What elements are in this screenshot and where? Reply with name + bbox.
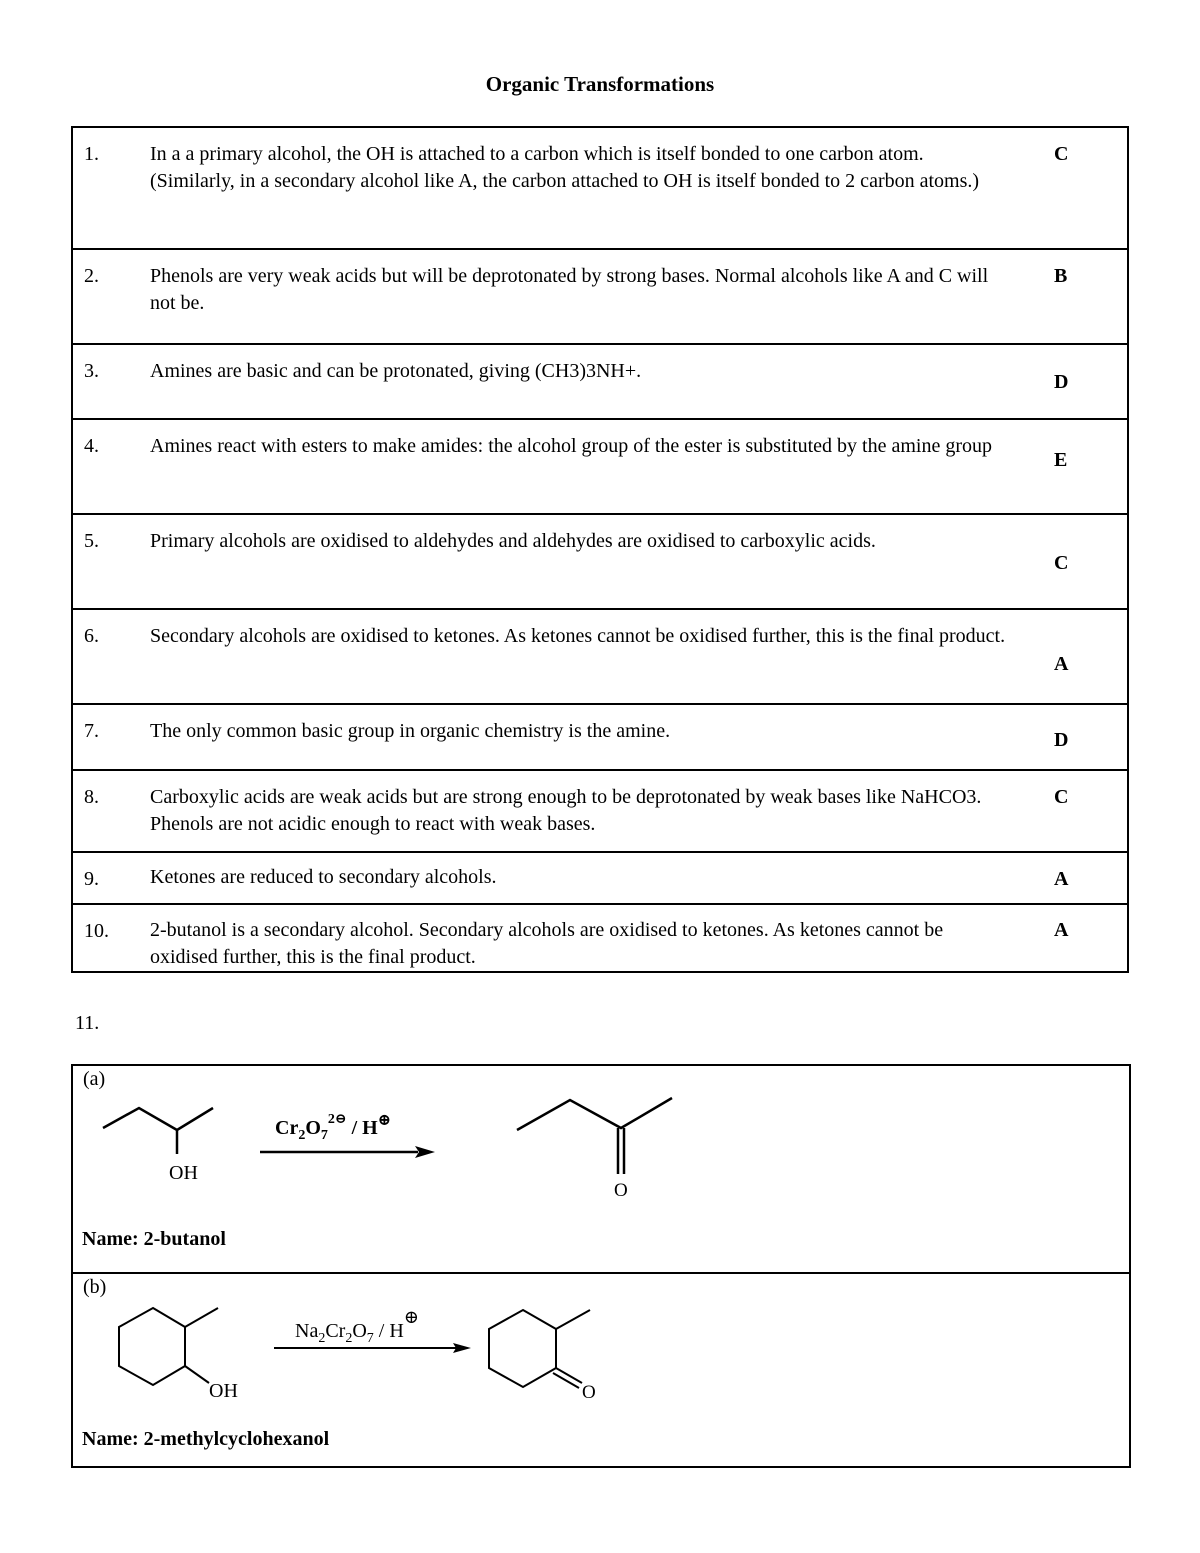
question-number: 1. [72, 127, 150, 249]
question-number: 6. [72, 609, 150, 704]
table-row [72, 904, 1128, 972]
part-b-product-o: O [582, 1382, 596, 1403]
part-a-reagent [260, 1112, 435, 1158]
question-number: 8. [72, 770, 150, 852]
question-text: The only common basic group in organic chemistry is the amine. [150, 704, 1010, 770]
question-text [150, 344, 1010, 419]
part-a-reactant-oh: OH [169, 1162, 198, 1184]
part-b-label: (b) [83, 1276, 107, 1298]
part-b-name: Name: 2-methylcyclohexanol [82, 1428, 330, 1450]
question-answer: D [1010, 704, 1128, 770]
table-row [72, 514, 1128, 609]
table-row [72, 419, 1128, 514]
question-answer: D [1010, 344, 1128, 419]
part-b-reactant-structure [119, 1308, 238, 1402]
question-text: Ketones are reduced to secondary alcohols. [150, 852, 1010, 904]
part-a-product-o: O [614, 1180, 628, 1201]
question-answer: A [1010, 852, 1128, 904]
question-answer: B [1010, 249, 1128, 344]
reaction-drawings [73, 1066, 1129, 1466]
question-answer: C [1010, 770, 1128, 852]
question-number: 5. [72, 514, 150, 609]
answers-table [71, 126, 1129, 973]
question-number: 3. [72, 344, 150, 419]
page-title: Organic Transformations [485, 72, 715, 96]
question-text: Primary alcohols are oxidised to aldehydes and aldehydes are oxidised to carboxylic acids. [150, 514, 1010, 609]
part-a-name: Name: 2-butanol [82, 1228, 226, 1250]
question-text: Secondary alcohols are oxidised to ketones. As ketones cannot be oxidised further, this is the final product. [150, 609, 1010, 704]
table-row [72, 852, 1128, 904]
question-answer: A [1010, 904, 1128, 972]
question-text: Amines react with esters to make amides: the alcohol group of the ester is substituted by the amine group [150, 419, 1010, 514]
part-a-reagent-text: $Cr_2O_7^{2⊖} / H^\oplus$ [275, 1112, 392, 1143]
question-answer: E [1010, 419, 1128, 514]
table-row [72, 344, 1128, 419]
question-number: 2. [72, 249, 150, 344]
question-11-number: 11. [75, 1012, 100, 1034]
question-answer: A [1010, 609, 1128, 704]
question-number: 7. [72, 704, 150, 770]
part-b-reagent-text: $Na_2Cr_2O_7$ / H⊕ [295, 1307, 419, 1346]
table-row [72, 127, 1128, 249]
part-b-reactant-oh: OH [209, 1380, 238, 1402]
question-number: 9. [72, 852, 150, 904]
part-b-product-structure [489, 1310, 596, 1403]
question-number: 4. [72, 419, 150, 514]
part-a-reactant-structure [103, 1108, 213, 1184]
question-text: 2-butanol is a secondary alcohol. Secondary alcohols are oxidised to ketones. As ketones cannot be oxidised further, this is the final product. [150, 904, 1010, 972]
question-text-formula: Amines are basic and can be protonated, giving (CH3)3NH+. [150, 360, 642, 382]
table-row [72, 704, 1128, 770]
part-a-label: (a) [83, 1068, 106, 1090]
table-row [72, 770, 1128, 852]
part-b-reagent [274, 1307, 471, 1353]
question-text: Carboxylic acids are weak acids but are strong enough to be deprotonated by weak bases like NaHCO3. Phenols are not acidic enough to react with weak bases. [150, 770, 1010, 852]
question-text: In a a primary alcohol, the OH is attached to a carbon which is itself bonded to one carbon atom. (Similarly, in a secondary alcohol like A, the carbon attached to OH is itself bonded to 2 carbon atoms.) [150, 127, 1010, 249]
question-number: 10. [72, 904, 150, 972]
reaction-schemes-box [71, 1064, 1131, 1468]
part-a-product-structure [517, 1098, 672, 1201]
question-answer: C [1010, 514, 1128, 609]
question-text: Phenols are very weak acids but will be deprotonated by strong bases. Normal alcohols like A and C will not be. [150, 249, 1010, 344]
table-row [72, 249, 1128, 344]
question-answer: C [1010, 127, 1128, 249]
table-row [72, 609, 1128, 704]
